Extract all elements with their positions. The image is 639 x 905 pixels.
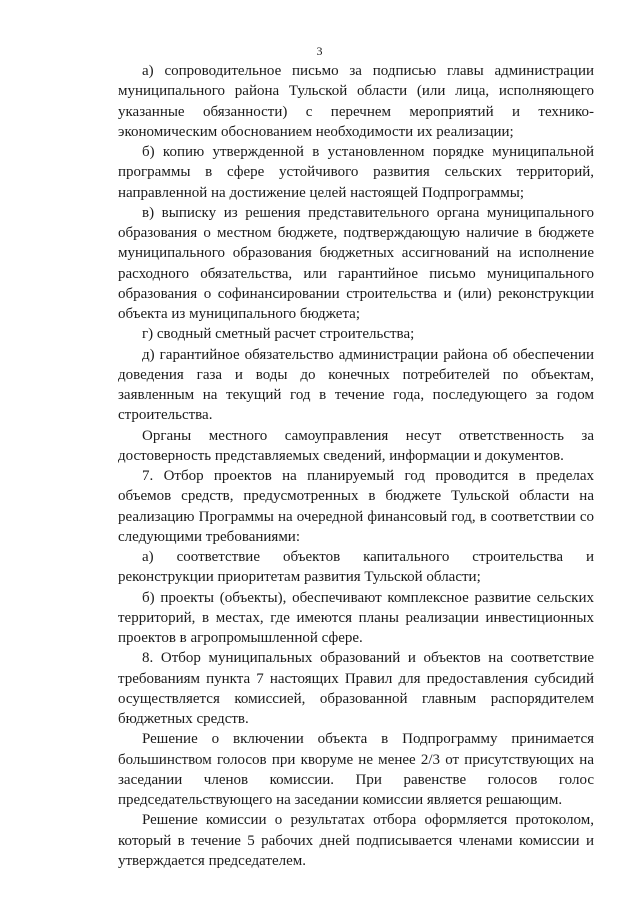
paragraph-decision-voting: Решение о включении объекта в Подпрограмму принимается большинством голосов при кворуме не менее 2/3 от присутствующих на заседании членов комиссии. При равенстве голосов голос председательствующего на заседании комиссии является решающим. xyxy=(118,731,594,808)
paragraph-section-7-item-b: б) проекты (объекты), обеспечивают комплексное развитие сельских территорий, в местах, где имеются планы реализации инвестиционных проектов в агропромышленной сфере. xyxy=(118,589,594,646)
paragraph-item-v-budget-extract: в) выписку из решения представительного органа муниципального образования о местном бюджете, подтверждающую наличие в бюджете муниципального образования бюджетных ассигнований на исполнение расходного обязательства, или гарантийное письмо муниципального образования о софинансировании строительства и (или) реконструкции объекта из муниципального бюджета; xyxy=(118,204,594,322)
paragraph-item-b-program-copy: б) копию утвержденной в установленном порядке муниципальной программы в сфере устойчивого развития сельских территорий, направленной на достижение целей настоящей Подпрограммы; xyxy=(118,144,594,201)
document-body xyxy=(118,61,594,871)
paragraph-item-d-guarantee: д) гарантийное обязательство администрации района об обеспечении доведения газа и воды до конечных потребителей по объектам, заявленным на текущий год в течение года, последующего за годом строительства. xyxy=(118,346,594,424)
paragraph-decision-protocol: Решение комиссии о результатах отбора оформляется протоколом, который в течение 5 рабочих дней подписывается членами комиссии и утверждается председателем. xyxy=(118,812,594,869)
paragraph-item-a-cover-letter: а) сопроводительное письмо за подписью главы администрации муниципального района Тульской области (или лица, исполняющего указанные обязанности) с перечнем мероприятий и технико-экономическим обоснованием необходимости их реализации; xyxy=(118,63,594,140)
paragraph-section-8: 8. Отбор муниципальных образований и объектов на соответствие требованиям пункта 7 настоящих Правил для предоставления субсидий осуществляется комиссией, образованной главным распорядителем бюджетных средств. xyxy=(118,650,594,727)
paragraph-section-7: 7. Отбор проектов на планируемый год проводится в пределах объемов средств, предусмотренных в бюджете Тульской области на реализацию Программы на очередной финансовый год, в соответствии со следующими требованиями: xyxy=(118,468,594,545)
paragraph-responsibility: Органы местного самоуправления несут ответственность за достоверность представляемых сведений, информации и документов. xyxy=(118,427,594,464)
paragraph-item-g-estimate: г) сводный сметный расчет строительства; xyxy=(142,326,415,343)
page-number: 3 xyxy=(316,44,323,58)
paragraph-section-7-item-a: а) соответствие объектов капитального строительства и реконструкции приоритетам развития Тульской области; xyxy=(118,549,594,586)
